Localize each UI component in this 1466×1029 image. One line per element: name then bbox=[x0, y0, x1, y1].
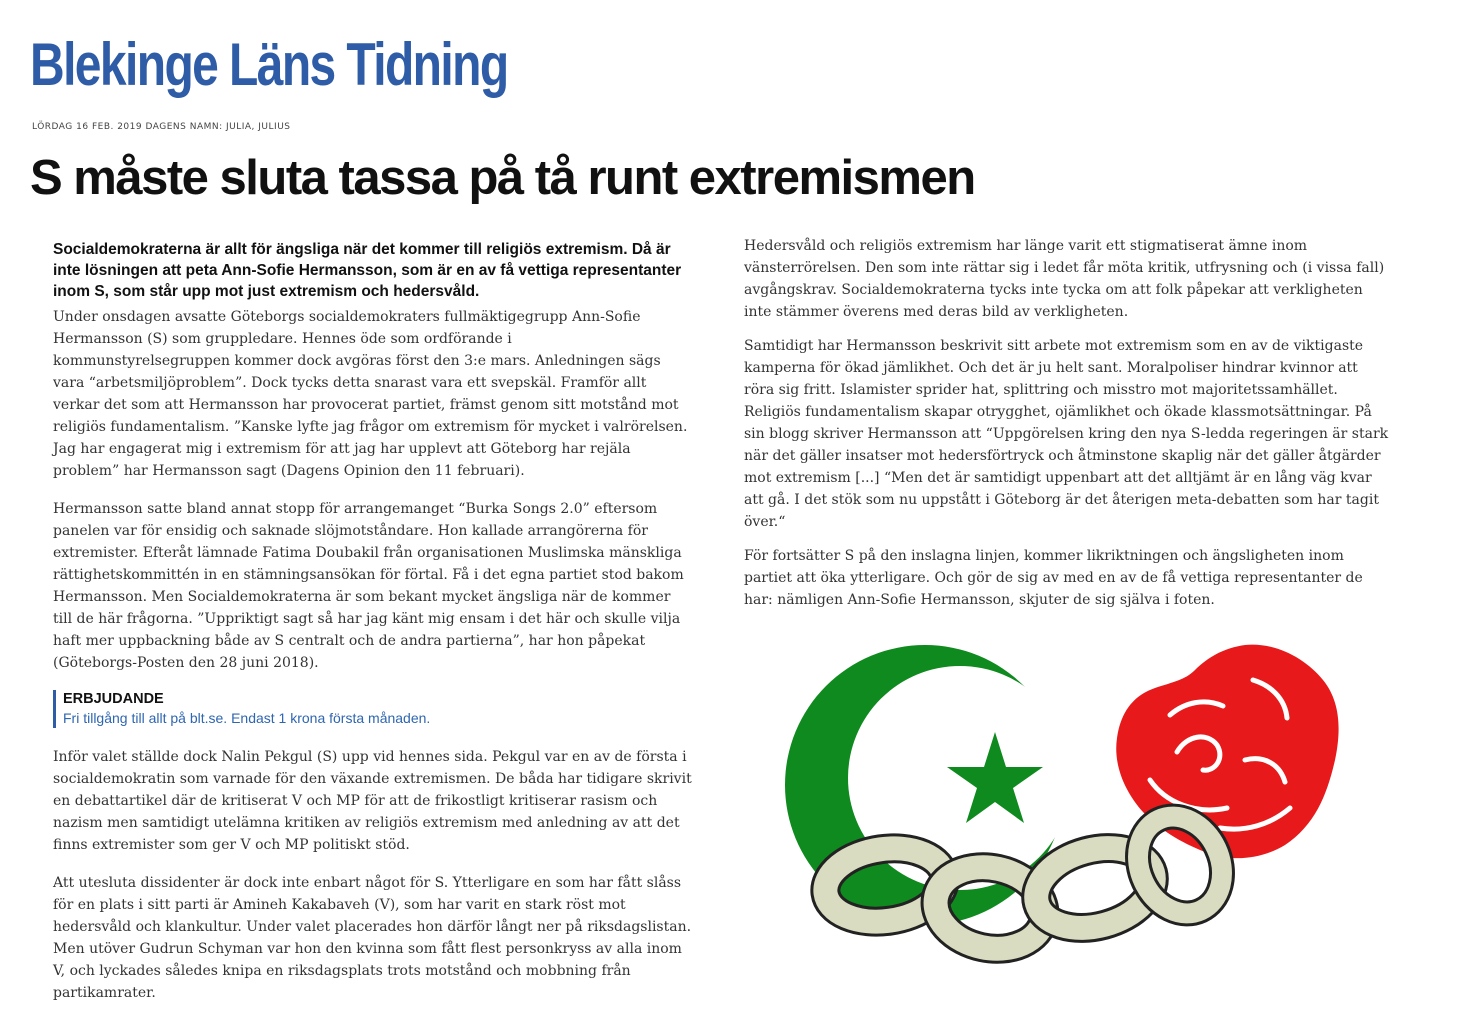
article-column-right bbox=[744, 235, 1389, 623]
article-paragraph: För fortsätter S på den inslagna linjen, kommer likriktningen och ängsligheten inom partiet att öka ytterligare. Och gör de sig av med en av de få vettiga representanter de har: nämligen Ann-Sofie Hermansson, skjuter de sig själva i foten. bbox=[744, 548, 1363, 608]
article-paragraph: Hermansson satte bland annat stopp för arrangemanget “Burka Songs 2.0” eftersom panelen var för ensidig och saknade slöjmotståndare. Hon kallade arrangörerna för extremister. Efteråt lämnade Fatima Doubakil från organisationen Muslimska mänskliga rättighetskommittén in en stämningsansökan för förtal. Få i det egna partiet stod bakom Hermansson. Men Socialdemokraterna är som bekant mycket ängsliga när de kommer till de här frågorna. ”Uppriktigt sagt så har jag känt mig ensam i det här och skulle vilja haft mer uppbackning både av S centralt och de andra partierna”, har hon påpekat (Göteborgs-Posten den 28 juni 2018). bbox=[53, 501, 684, 671]
article-paragraph: Hedersvåld och religiös extremism har länge varit ett stigmatiserat ämne inom vänsterrörelsen. Den som inte rättar sig i ledet får möta kritik, utfrysning och (i vissa fall) avgångskrav. Socialdemokraterna tycks inte tycka om att folk påpekar att verkligheten inte stämmer överens med deras bild av verkligheten. bbox=[744, 238, 1385, 320]
article-paragraph: Inför valet ställde dock Nalin Pekgul (S) upp vid hennes sida. Pekgul var en av de första i socialdemokratin som varnade för den växande extremismen. De båda har tidigare skrivit en debattartikel där de kritiserat V och MP för att de frikostligt kritiserar rasism och nazism men samtidigt utelämna kritiken av religiös extremism med anledning av att det finns extremister som ger V och MP politiskt stöd. bbox=[53, 749, 692, 853]
offer-title: ERBJUDANDE bbox=[63, 691, 164, 707]
article-paragraph: Samtidigt har Hermansson beskrivit sitt arbete mot extremism som en av de viktigaste kamperna för ökad jämlikhet. Och det är ju helt sant. Moralpoliser hindrar kvinnor att röra sig fritt. Islamister sprider hat, splittring och misstro mot majoritetssamhället. Religiös fundamentalism skapar otrygghet, ojämlikhet och ökade klassmotsättningar. På sin blogg skriver Hermansson att “Uppgörelsen kring den nya S-ledda regeringen är stark när det gäller insatser mot hedersförtryck och åtminstone skaplig när det gäller åtgärder mot extremism [...] “Men det är samtidigt uppenbart att det alltjämt är en lång väg kvar att gå. I det stök som nu uppstått i Göteborg är det återigen meta-debatten som har tagit över.“ bbox=[744, 338, 1389, 530]
article-lead: Socialdemokraterna är allt för ängsliga när det kommer till religiös extremism. Då är inte lösningen att peta Ann-Sofie Hermansson, som är en av få vettiga representanter inom S, som står upp mot just extremism och hedersvåld. bbox=[53, 241, 682, 300]
subscription-offer bbox=[53, 690, 693, 728]
article-column-left bbox=[53, 239, 693, 1020]
article-illustration bbox=[775, 640, 1375, 980]
dateline: LÖRDAG 16 FEB. 2019 DAGENS NAMN: JULIA, JULIUS bbox=[32, 122, 291, 132]
masthead-logo[interactable]: Blekinge Läns Tidning bbox=[30, 31, 508, 98]
article-paragraph: Att utesluta dissidenter är dock inte enbart något för S. Ytterligare en som har fått slåss för en plats i sitt parti är Amineh Kakabaveh (V), som har varit en stark röst mot hedersvåld och klankultur. Under valet placerades hon därför långt ner på riksdagslistan. Men utöver Gudrun Schyman var hon den kvinna som fått flest personkryss av alla inom V, och lyckades således knipa en riksdagsplats trots motstånd och mobbning från partikamrater. bbox=[53, 875, 692, 1001]
article-headline: S måste sluta tassa på tå runt extremismen bbox=[30, 151, 975, 205]
offer-link[interactable]: Fri tillgång till allt på blt.se. Endast 1 krona första månaden. bbox=[63, 710, 431, 726]
article-paragraph: Under onsdagen avsatte Göteborgs socialdemokraters fullmäktigegrupp Ann-Sofie Hermansson (S) som gruppledare. Hennes öde som ordförande i kommunstyrelsegruppen kommer dock avgöras först den 3:e mars. Anledningen sägs vara “arbetsmiljöproblem”. Dock tycks detta snarast vara ett svepskäl. Framför allt verkar det som att Hermansson har provocerat partiet, främst genom sitt motstånd mot religiös fundamentalism. ”Kanske lyfte jag frågor om extremism för mycket i valrörelsen. Jag har engagerat mig i extremism för att jag har upplevt att Göteborg har rejäla problem” har Hermansson sagt (Dagens Opinion den 11 februari). bbox=[53, 309, 688, 479]
